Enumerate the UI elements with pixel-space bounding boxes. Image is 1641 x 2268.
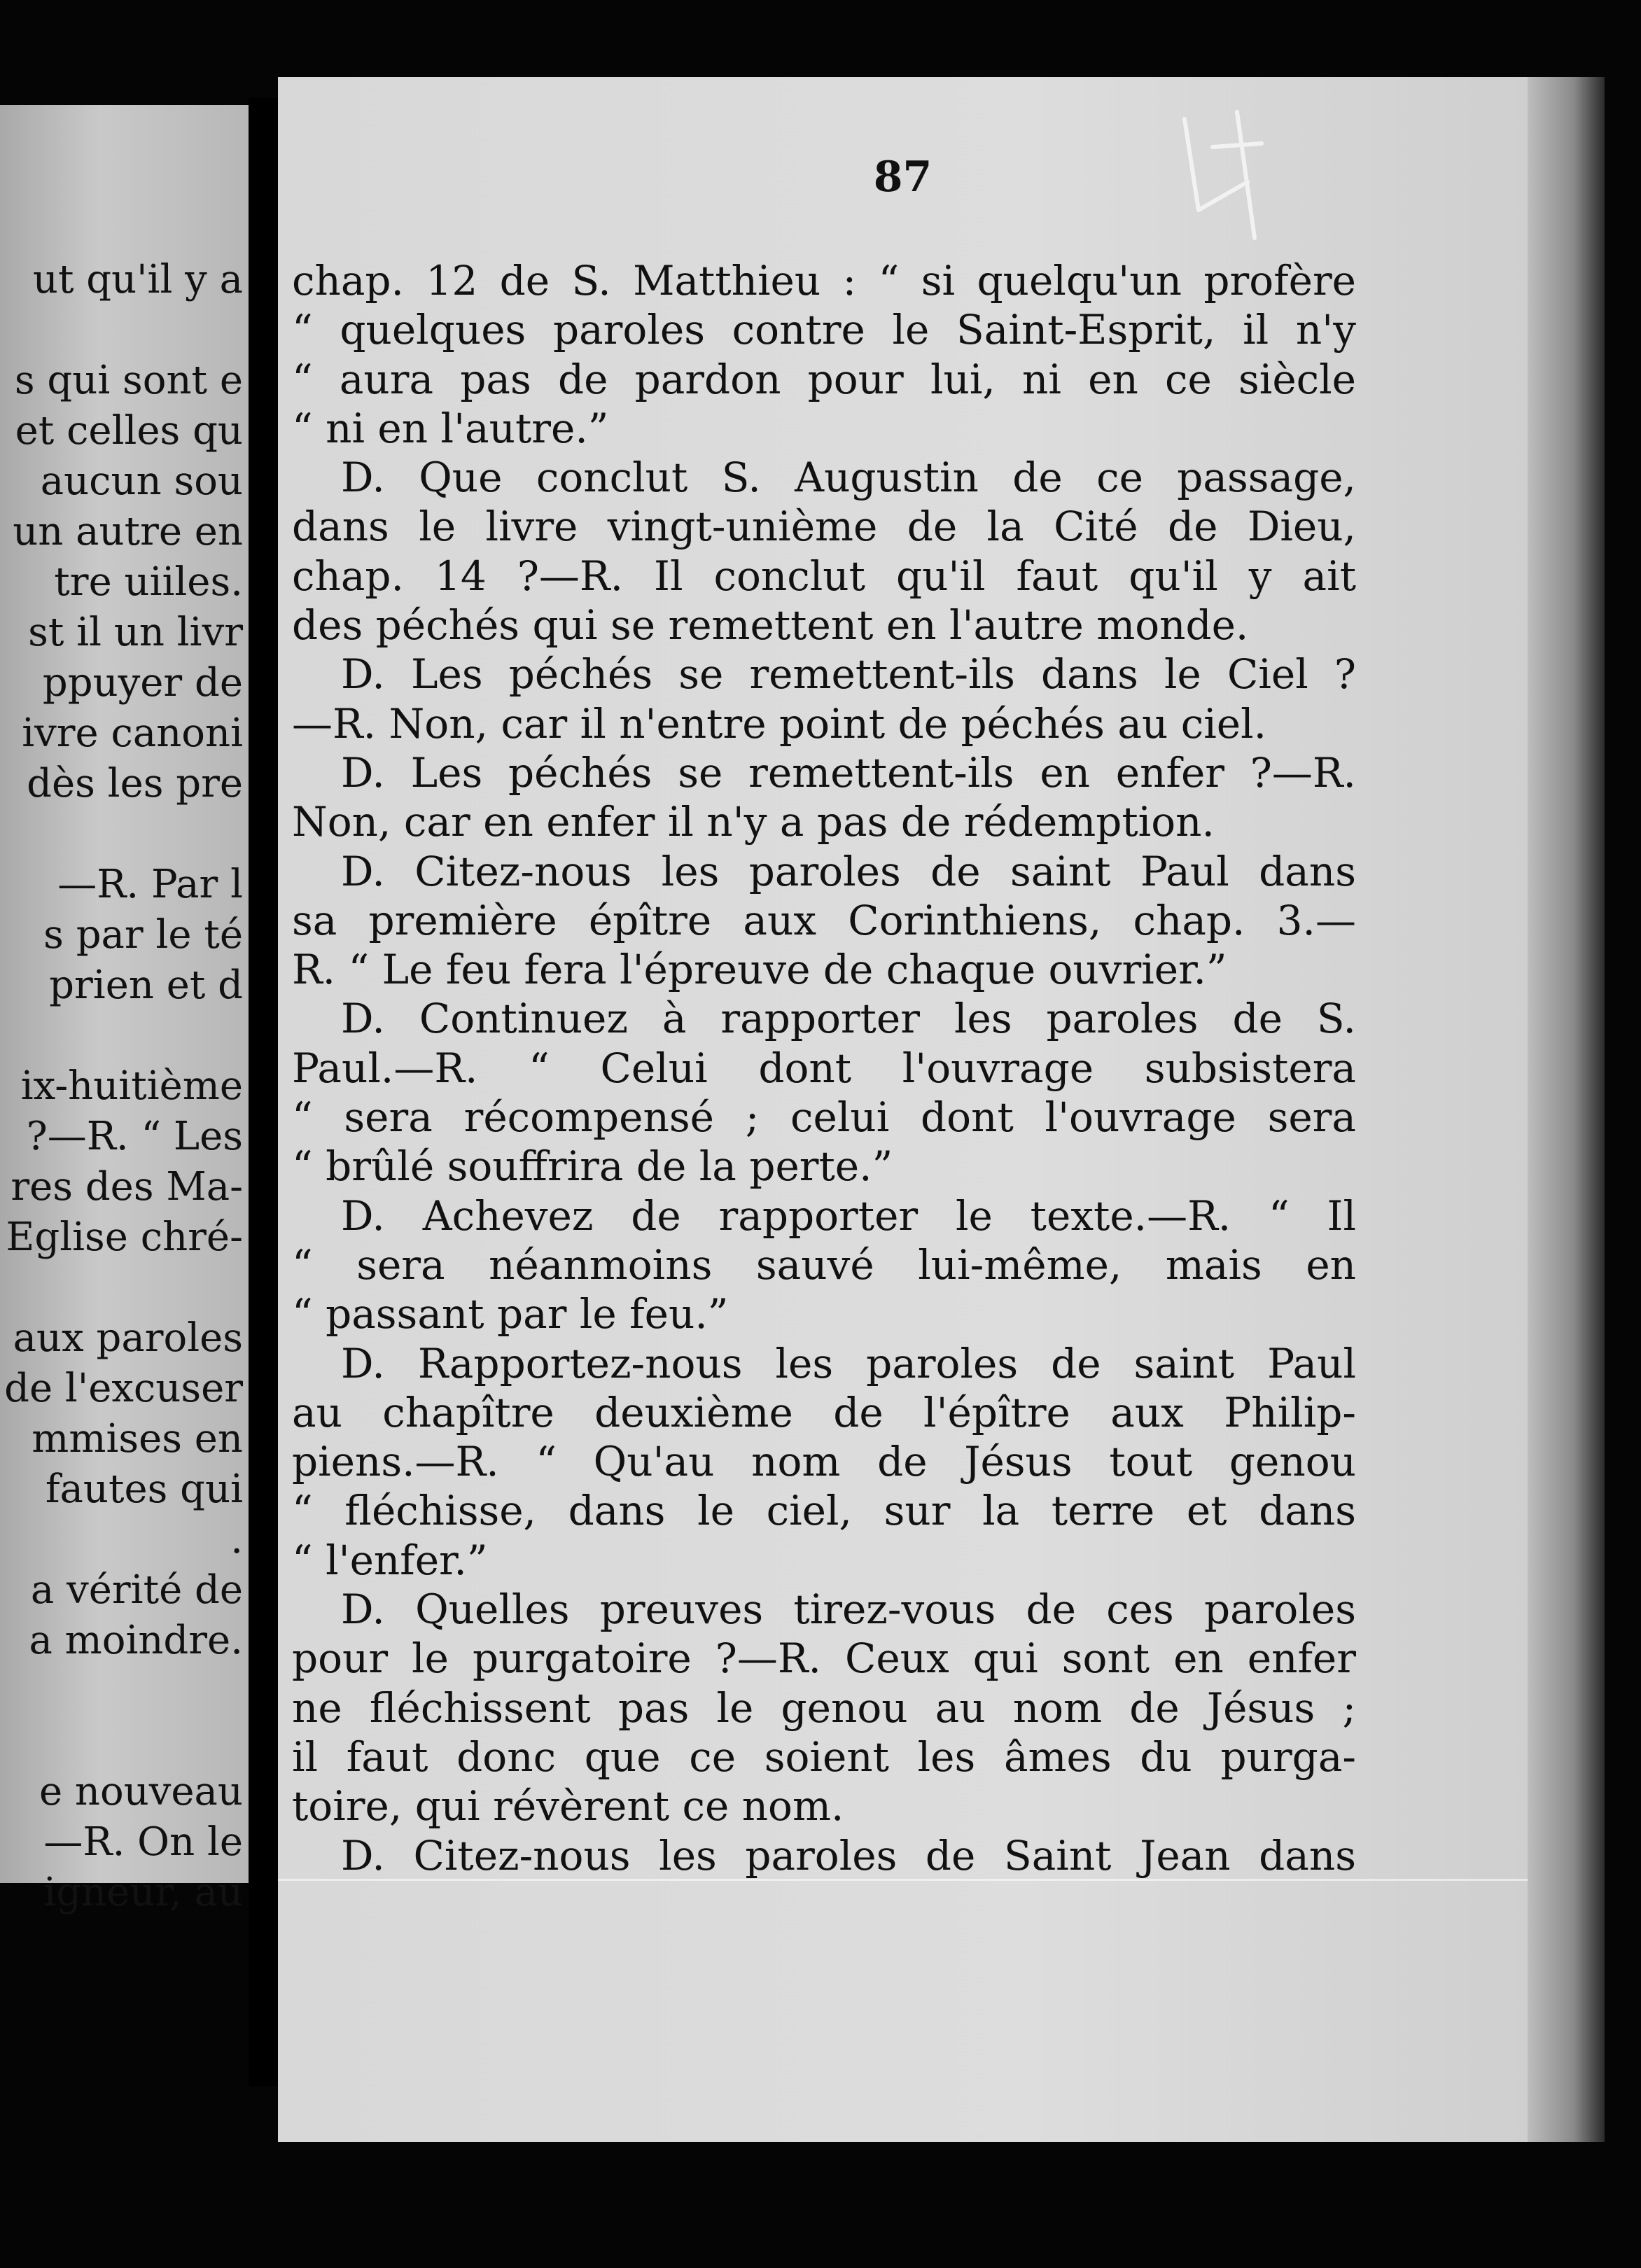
left-text-line [0, 1666, 243, 1716]
left-text-line: ix-huitième [20, 1063, 243, 1109]
left-text-line: —R. Par l [57, 862, 243, 907]
text-line: Paul.—R. “ Celui dont l'ouvrage subsistera [292, 1044, 1356, 1092]
left-text-line: igneur, au [43, 1870, 243, 1915]
left-text-line: mmises en [32, 1416, 243, 1462]
text-line: D. Achevez de rapporter le texte.—R. “ Il [341, 1191, 1356, 1240]
left-text-line [0, 1011, 243, 1061]
left-text-line: tre uiiles. [54, 559, 243, 605]
book-spine [249, 98, 278, 2086]
text-line: dans le livre vingt-unième de la Cité de Dieu, [292, 503, 1356, 551]
left-text-line: aux paroles [13, 1315, 243, 1361]
left-text-line: —R. On le [43, 1819, 243, 1865]
left-text-line: ?—R. “ Les [26, 1114, 243, 1159]
left-text-line: ut qu'il y a [32, 257, 243, 302]
text-line: des péchés qui se remettent en l'autre monde. [292, 601, 1249, 650]
left-text-line: st il un livr [28, 610, 243, 655]
left-text-line: a moindre. [29, 1618, 243, 1663]
text-line: D. Citez-nous les paroles de saint Paul dans [341, 847, 1356, 895]
text-line: D. Citez-nous les paroles de Saint Jean dans [341, 1831, 1356, 1879]
text-line: D. Continuez à rapporter les paroles de S. [341, 995, 1356, 1043]
text-line: “ aura pas de pardon pour lui, ni en ce siècle [292, 355, 1356, 403]
left-text-line: e nouveau [39, 1769, 243, 1814]
left-text-line: de l'excuser [4, 1366, 243, 1411]
left-text-line: prien et d [49, 962, 243, 1008]
text-line: —R. Non, car il n'entre point de péchés au ciel. [292, 699, 1267, 748]
left-page-text [0, 255, 243, 1918]
text-line: Non, car en enfer il n'y a pas de rédemption. [292, 798, 1215, 846]
text-line: “ sera récompensé ; celui dont l'ouvrage sera [292, 1093, 1356, 1142]
text-line: il faut donc que ce soient les âmes du purga- [292, 1732, 1356, 1781]
text-line: “ quelques paroles contre le Saint-Esprit, il n'y [292, 306, 1356, 354]
left-page [0, 105, 249, 1915]
left-text-line: un autre en [13, 509, 243, 554]
text-line: D. Les péchés se remettent-ils dans le Ciel ? [341, 650, 1356, 699]
text-line: D. Les péchés se remettent-ils en enfer ?—R. [341, 748, 1356, 797]
text-line: D. Que conclut S. Augustin de ce passage, [341, 454, 1356, 502]
body-text [292, 256, 1356, 1880]
text-line: pour le purgatoire ?—R. Ceux qui sont en enfer [292, 1634, 1356, 1683]
text-line: toire, qui révèrent ce nom. [292, 1782, 844, 1830]
left-text-line: s qui sont e [14, 358, 243, 403]
left-text-line: . [230, 1517, 243, 1562]
left-text-line: aucun sou [40, 458, 243, 504]
text-line: D. Rapportez-nous les paroles de saint Paul [341, 1339, 1356, 1387]
left-text-line: s par le té [43, 912, 243, 958]
left-text-line: ppuyer de [42, 660, 243, 706]
text-line: “ l'enfer.” [292, 1536, 488, 1584]
left-text-line: et celles qu [15, 408, 243, 454]
left-text-line [0, 1263, 243, 1313]
right-page [278, 77, 1528, 2142]
left-text-line: Eglise chré- [6, 1214, 243, 1260]
text-line: “ fléchisse, dans le ciel, sur la terre et dans [292, 1487, 1356, 1535]
text-line: piens.—R. “ Qu'au nom de Jésus tout genou [292, 1438, 1356, 1486]
scan-line [278, 1879, 1528, 1881]
left-text-line: res des Ma- [11, 1164, 243, 1210]
left-text-line: dès les pre [27, 761, 243, 806]
left-text-line: ivre canoni [22, 710, 243, 756]
text-line: “ passant par le feu.” [292, 1290, 729, 1338]
text-line: chap. 14 ?—R. Il conclut qu'il faut qu'il y ait [292, 552, 1356, 600]
page-number: 87 [873, 153, 933, 202]
left-text-line [0, 305, 243, 356]
text-line: sa première épître aux Corinthiens, chap. 3.— [292, 896, 1356, 944]
text-line: “ brûlé souffrira de la perte.” [292, 1142, 893, 1191]
left-text-line [0, 809, 243, 860]
text-line: “ ni en l'autre.” [292, 404, 609, 452]
text-line: au chapître deuxième de l'épître aux Philip- [292, 1388, 1356, 1436]
page-edge [1528, 77, 1605, 2142]
left-text-line: a vérité de [30, 1567, 243, 1613]
text-line: R. “ Le feu fera l'épreuve de chaque ouvrier.” [292, 946, 1227, 994]
text-line: ne fléchissent pas le genou au nom de Jésus ; [292, 1684, 1356, 1732]
text-line: D. Quelles preuves tirez-vous de ces paroles [341, 1586, 1356, 1634]
text-line: “ sera néanmoins sauvé lui-même, mais en [292, 1240, 1356, 1289]
left-text-line: fautes qui [45, 1466, 243, 1512]
left-text-line [0, 1716, 243, 1767]
text-line: chap. 12 de S. Matthieu : “ si quelqu'un profère [292, 257, 1356, 304]
